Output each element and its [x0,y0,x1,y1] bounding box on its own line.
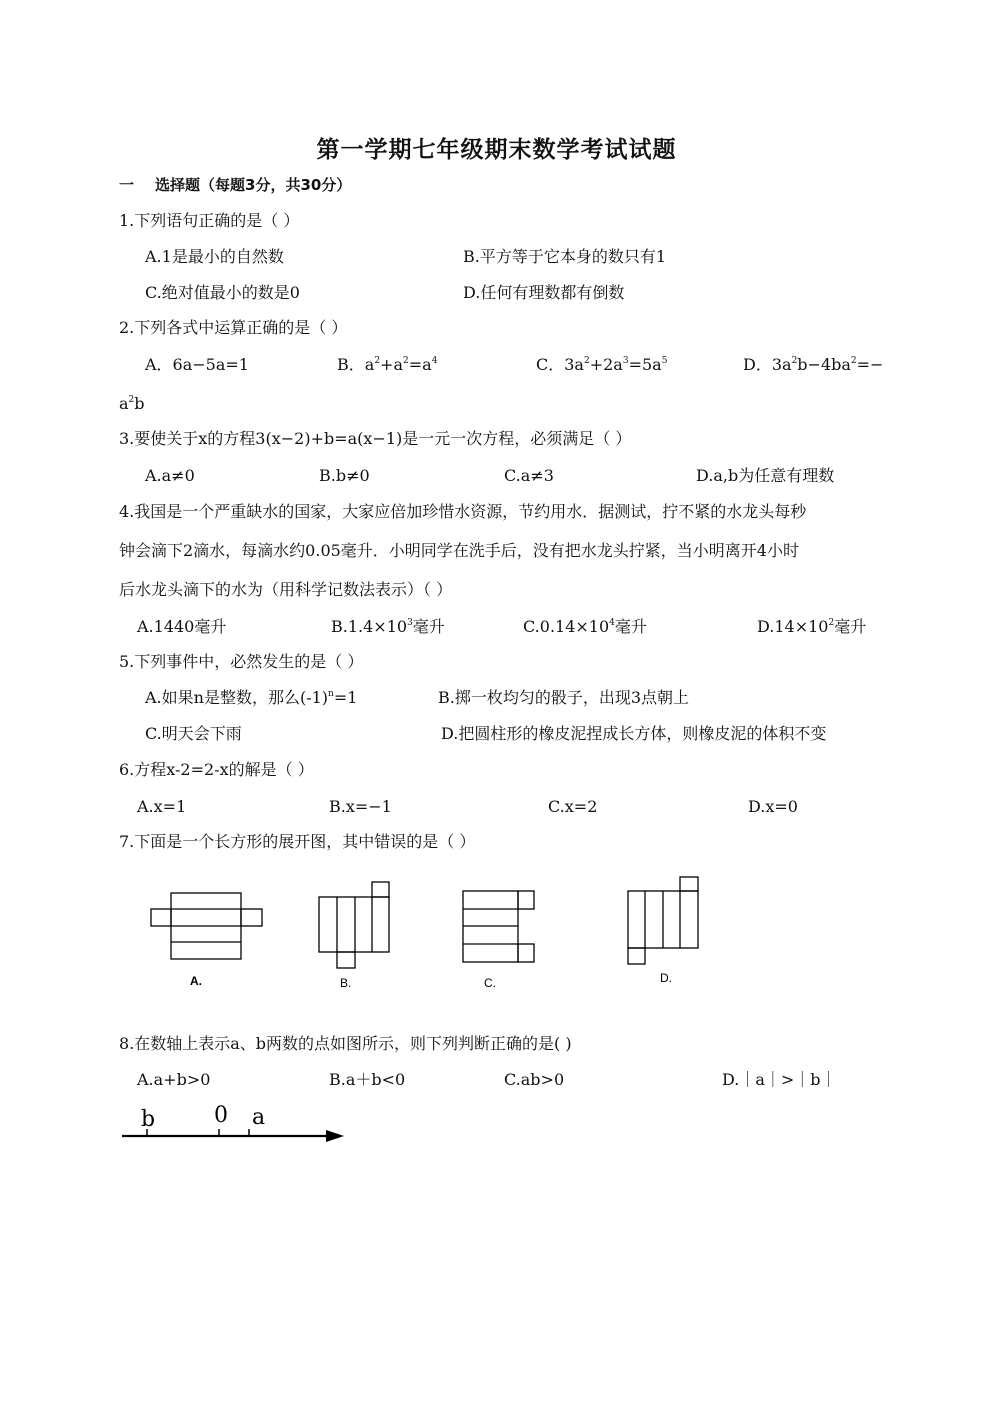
question-6-option-b: B.x=−1 [329,797,392,816]
question-5-option-b: B.掷一枚均匀的骰子，出现3点朝上 [438,688,690,707]
net-a-figure [151,893,262,959]
axis-label-zero: 0 [214,1103,228,1128]
question-6-stem: 6.方程x-2=2-x的解是（ ） [119,760,314,779]
axis-label-a: a [252,1105,266,1130]
net-label-d: D. [660,971,672,985]
net-a-right-flap [241,909,262,926]
q2d-1: D．3a [743,355,792,374]
question-4-option-a: A.1440毫升 [137,617,227,636]
q4c-2: 毫升 [614,617,647,636]
q2c-1: C．3a [536,355,584,374]
question-3-option-d: D.a,b为任意有理数 [696,466,835,485]
question-5-stem: 5.下列事件中，必然发生的是（ ） [119,652,364,671]
question-2-option-a: A．6a−5a=1 [145,355,249,374]
q5a-1: A.如果n是整数，那么(-1) [145,688,329,707]
net-label-a: A. [190,974,202,988]
q2b-2: +a [380,355,403,374]
q2d-2: b−4ba [797,355,851,374]
question-1-option-c: C.绝对值最小的数是0 [145,283,300,302]
question-3-option-b: B.b≠0 [319,466,370,485]
question-8-option-a: A.a+b>0 [137,1070,211,1089]
question-1-stem: 1.下列语句正确的是（ ） [119,211,300,230]
q2c-2: +2a [589,355,623,374]
q2dw-2: b [134,394,145,413]
q4d-exp: 2 [828,618,835,628]
question-3-option-a: A.a≠0 [145,466,195,485]
question-4-line-1: 4.我国是一个严重缺水的国家，大家应倍加珍惜水资源，节约用水．据测试，拧不紧的水龙头每秒 [119,502,807,521]
net-d-bottom-flap [628,948,645,964]
net-d-figure [628,877,698,964]
q2b-exp3: 4 [431,356,438,366]
question-3-stem: 3.要使关于x的方程3(x−2)+b=a(x−1)是一元一次方程，必须满足（ ） [119,429,632,448]
question-2-stem: 2.下列各式中运算正确的是（ ） [119,318,348,337]
question-1-option-d: D.任何有理数都有倒数 [463,283,625,302]
net-label-c: C. [484,976,496,990]
question-6-option-a: A.x=1 [137,797,187,816]
question-5-option-c: C.明天会下雨 [145,724,242,743]
q4b-exp: 3 [407,618,413,628]
q2d-exp1: 2 [791,356,798,366]
q2b-1: B．a [337,355,375,374]
question-4-line-3: 后水龙头滴下的水为（用科学记数法表示）（ ） [119,580,453,599]
net-b-top-flap [372,882,389,897]
question-1-option-a: A.1是最小的自然数 [145,247,284,266]
question-8-option-d: D.｜a｜>｜b｜ [722,1070,837,1089]
section-number: 一 [119,176,135,194]
net-c-bottom-flap [518,944,534,962]
question-3-option-c: C.a≠3 [504,466,554,485]
question-8-option-b: B.a＋b<0 [329,1070,406,1089]
net-b-body [319,897,389,952]
number-line-arrow [326,1130,344,1142]
question-8-option-c: C.ab>0 [504,1070,565,1089]
q4d-2: 毫升 [834,617,867,636]
q4d-1: D.14×10 [757,617,829,636]
q2dw-exp: 2 [128,395,135,405]
net-c-top-flap [518,891,534,909]
net-b-figure [319,882,389,968]
q2c-3: =5a [628,355,662,374]
q2d-exp2: 2 [850,356,857,366]
q2dw-1: a [119,394,129,413]
net-a-left-flap [151,909,171,926]
net-b-bottom-flap [337,952,355,968]
q5a-exp: n [328,689,334,699]
q5a-2: =1 [333,688,358,707]
q2c-exp2: 3 [622,356,629,366]
net-c-figure [463,891,534,962]
q4b-1: B.1.4×10 [331,617,408,636]
section-heading: 选择题（每题3分，共30分） [155,176,352,194]
axis-label-b: b [141,1107,156,1132]
q2b-exp2: 2 [403,356,409,366]
q2c-exp3: 5 [661,356,668,366]
q4c-exp: 4 [609,618,615,628]
q2c-exp1: 2 [583,356,590,366]
question-6-option-d: D.x=0 [748,797,798,816]
net-label-b: B. [340,976,352,990]
question-5-option-d: D.把圆柱形的橡皮泥捏成长方体，则橡皮泥的体积不变 [441,724,827,743]
q2b-exp1: 2 [374,356,381,366]
question-4-line-2: 钟会滴下2滴水，每滴水约0.05毫升．小明同学在洗手后，没有把水龙头拧紧，当小明离开4小时 [119,541,799,560]
question-6-option-c: C.x=2 [548,797,598,816]
question-1-option-b: B.平方等于它本身的数只有1 [463,247,667,266]
q4b-2: 毫升 [412,617,445,636]
question-7-stem: 7.下面是一个长方形的展开图，其中错误的是（ ） [119,832,476,851]
net-d-top-flap [680,877,698,891]
number-line [122,1103,344,1142]
q2b-3: =a [408,355,432,374]
q4c-1: C.0.14×10 [523,617,610,636]
question-8-stem: 8.在数轴上表示a、b两数的点如图所示，则下列判断正确的是( ) [119,1034,572,1053]
q2d-3: =− [856,355,884,374]
page-title: 第一学期七年级期末数学考试试题 [316,137,677,163]
